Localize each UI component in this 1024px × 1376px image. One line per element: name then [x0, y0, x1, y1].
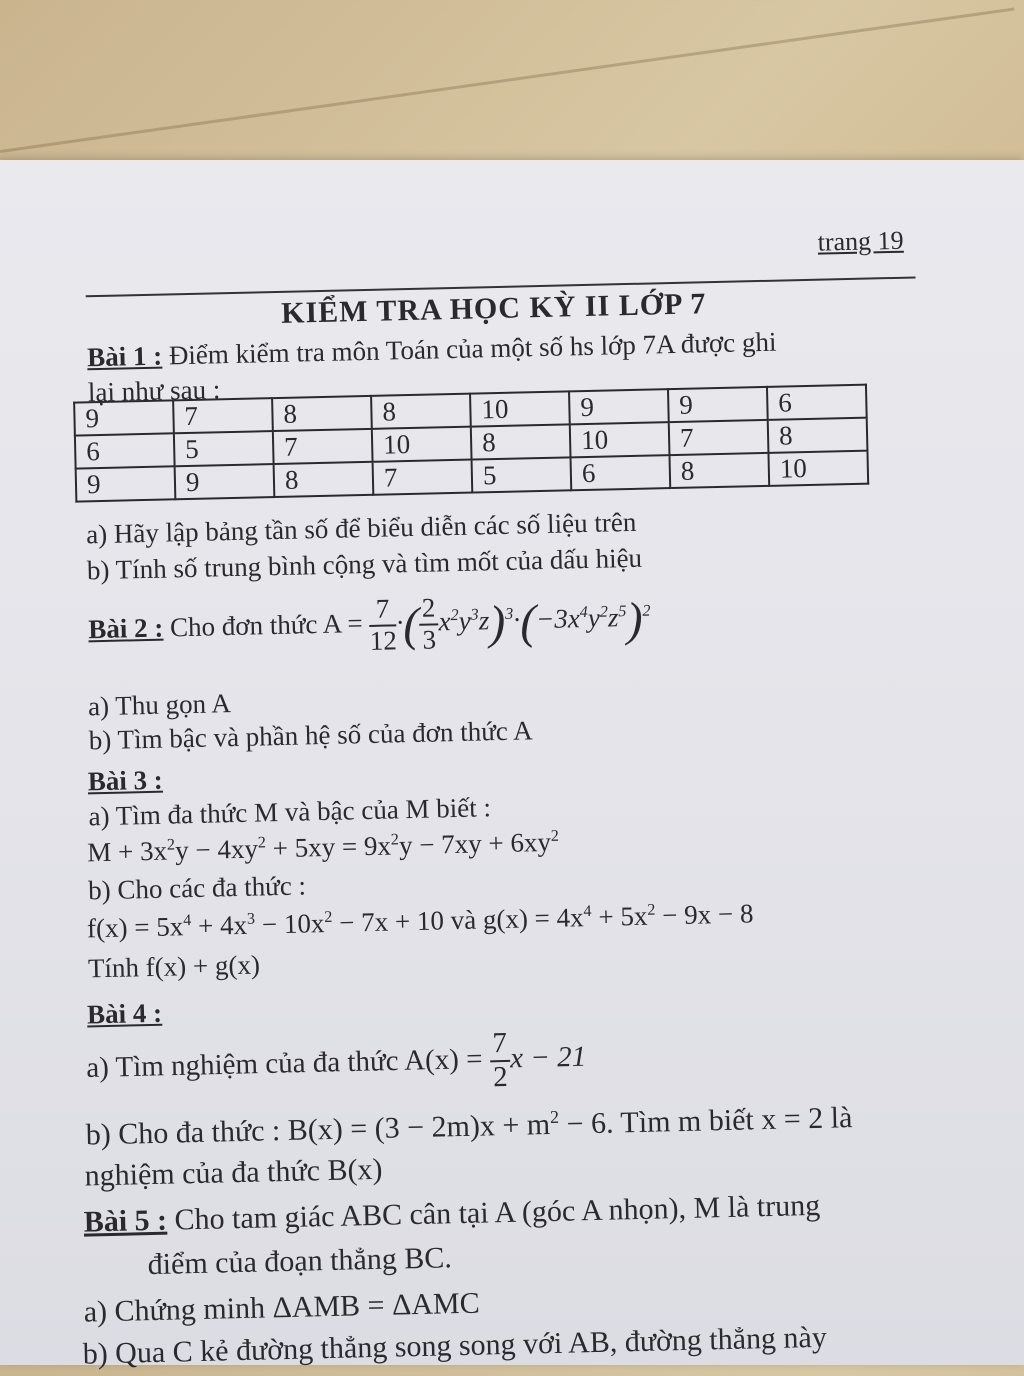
table-cell: 7 — [273, 429, 373, 464]
page-number: trang 19 — [817, 225, 904, 257]
bai2-part-a: a) Thu gọn A — [87, 688, 232, 722]
scores-table — [73, 384, 869, 503]
fraction-numerator: 2 — [418, 593, 438, 625]
fraction-numerator: 7 — [489, 1028, 510, 1062]
table-cell: 10 — [372, 427, 472, 462]
page-title: KIỂM TRA HỌC KỲ II LỚP 7 — [280, 287, 707, 330]
bai3-part-b: b) Cho các đa thức : — [87, 870, 307, 906]
bai4-label: Bài 4 : — [86, 997, 163, 1030]
bai4-b-mid: − 6. Tìm m biết x = 2 là — [558, 1101, 853, 1141]
bai5-part-b: b) Qua C kẻ đường thẳng song song với AB, đường thẳng này — [82, 1320, 828, 1371]
table-cell: 6 — [767, 385, 867, 420]
bai4-part-b: b) Cho đa thức : $B(x) = (3 - 2m)x + m^2 - 6$. Tìm m biết x = 2 là — [85, 1101, 853, 1152]
bai4-part-a — [86, 1026, 587, 1103]
fraction-denominator: 3 — [422, 624, 437, 655]
bai2-statement — [88, 589, 652, 663]
bai5-part-a: a) Chứng minh ΔAMB = ΔAMC — [83, 1286, 481, 1329]
fraction-numerator: 7 — [369, 594, 397, 626]
bai2-lead: Cho đơn thức A = — [162, 607, 370, 643]
table-cell: 8 — [768, 418, 868, 453]
bai4-b-lead: b) Cho đa thức : B(x) = (3 − 2m)x + m — [85, 1107, 551, 1152]
table-cell: 8 — [274, 462, 374, 497]
bai2-fraction-2-3 — [418, 593, 439, 655]
bai1-text-cont: lại như sau : — [87, 374, 221, 408]
bai2-monomial: ·( $\frac{2}{3}$ $x^2y^3z)^3\cdot(-3x^4y^2z^5)^2$ — [396, 592, 651, 655]
bai3-label: Bài 3 : — [87, 764, 164, 797]
bai5-statement — [83, 1189, 820, 1240]
bai4-part-b-cont: nghiệm của đa thức B(x) — [84, 1152, 383, 1193]
table-cell: 7 — [669, 420, 769, 455]
table-cell: 5 — [174, 431, 274, 466]
table-cell: 10 — [470, 391, 570, 426]
bai5-text-cont: điểm của đoạn thẳng BC. — [147, 1241, 453, 1282]
bai1-label: Bài 1 : — [86, 340, 163, 373]
bai4-a-tail: x − 21 — [509, 1040, 587, 1075]
table-cell: 6 — [75, 433, 175, 468]
table-cell: 6 — [571, 455, 671, 490]
table-cell: 9 — [175, 464, 275, 499]
table-cell: 9 — [76, 466, 176, 501]
bai1-part-a: a) Hãy lập bảng tần số để biểu diễn các số liệu trên — [85, 506, 637, 550]
bai5-label: Bài 5 : — [83, 1203, 168, 1239]
bai4-fraction-7-2 — [489, 1028, 511, 1094]
table-cell: 7 — [173, 398, 273, 433]
bai3-sum: Tính f(x) + g(x) — [87, 949, 261, 984]
bai5-text: Cho tam giác ABC cân tại A (góc A nhọn), M là trung — [166, 1188, 821, 1237]
bai1-intro — [87, 327, 777, 374]
fraction-denominator: 2 — [492, 1060, 509, 1094]
bai1-part-b: b) Tính số trung bình cộng và tìm mốt của dấu hiệu — [86, 542, 643, 586]
table-cell: 8 — [272, 396, 372, 431]
bai4-a-lead: a) Tìm nghiệm của đa thức A(x) = — [85, 1042, 491, 1085]
table-cell: 10 — [768, 451, 868, 486]
fraction-denominator: 12 — [369, 625, 398, 656]
bai3-part-a: a) Tìm đa thức M và bậc của M biết : — [88, 792, 492, 832]
table-cell: 7 — [373, 460, 473, 495]
table-cell: 9 — [569, 389, 669, 424]
bai2-label: Bài 2 : — [87, 612, 164, 645]
table-cell: 8 — [371, 394, 471, 429]
table-cell: 10 — [570, 422, 670, 457]
bai3-and: và — [443, 904, 484, 936]
table-cell: 9 — [668, 387, 768, 422]
bai3-polynomials: $f(x) = 5x^4 + 4x^3 - 10x^2 - 7x + 10$ và $g(x) = 4x^4 + 5x^2 - 9x - 8$ — [86, 898, 754, 944]
bai3-equation: $M + 3x^2y - 4xy^2 + 5xy = 9x^2y - 7xy + 6xy^2$ — [87, 826, 560, 868]
bai1-text: Điểm kiểm tra môn Toán của một số hs lớp 7A được ghi — [161, 326, 777, 371]
table-cell: 5 — [472, 457, 572, 492]
table-cell: 8 — [669, 453, 769, 488]
table-cell: 9 — [74, 400, 174, 435]
bai2-part-b: b) Tìm bậc và phần hệ số của đơn thức A — [88, 715, 533, 756]
bai2-fraction-7-12 — [369, 594, 397, 656]
table-cell: 8 — [471, 424, 571, 459]
